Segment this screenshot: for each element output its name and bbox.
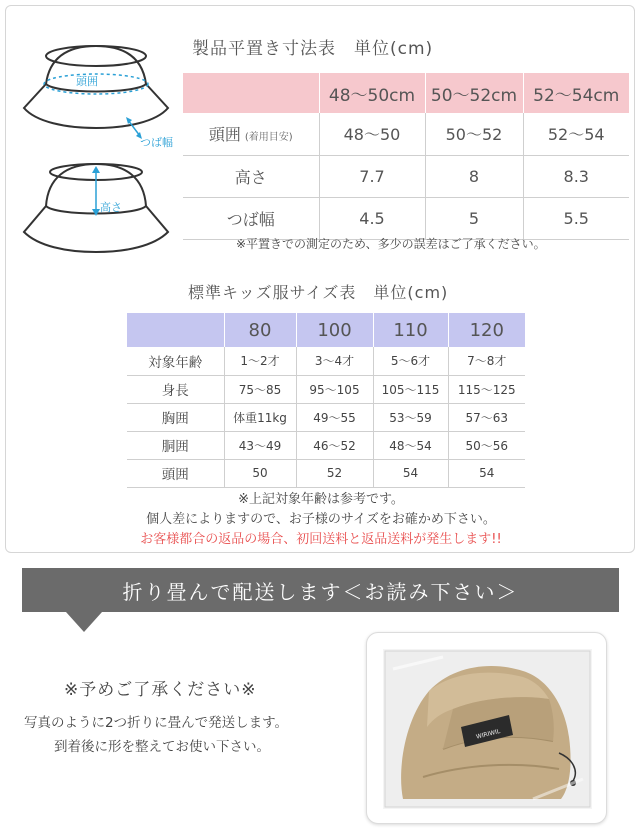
kids-table-col: 120: [448, 313, 525, 347]
size-chart-title: 製品平置き寸法表 単位(cm): [192, 39, 434, 59]
hat-diagram: [16, 36, 176, 266]
notice-body: [24, 711, 288, 759]
notice-line-2: 到着後に形を整えてお使い下さい。: [54, 739, 270, 755]
return-shipping-warning: お客様都合の返品の場合、初回送料と返品送料が発生します!!: [140, 532, 502, 547]
kids-table-col: 100: [296, 313, 373, 347]
size-chart-row: [183, 197, 629, 239]
shipping-banner: [22, 568, 619, 612]
hat-head-diagram: [24, 46, 168, 139]
size-chart-note: ※平置きでの測定のため、多少の誤差はご了承ください。: [236, 237, 546, 251]
kids-table-cell: 46〜52: [296, 431, 373, 459]
size-chart-cell: 5.5: [523, 197, 629, 239]
kids-table-row-label: 胸囲: [127, 403, 224, 431]
kids-table-cell: 57〜63: [448, 403, 525, 431]
kids-table-row-label: 対象年齢: [127, 347, 224, 375]
kids-table-header-row: [127, 313, 525, 347]
diagram-label-head: 頭囲: [76, 75, 98, 88]
diagram-label-brim: つば幅: [140, 136, 173, 149]
size-chart-col: 52〜54cm: [523, 73, 629, 113]
size-chart-row-label: つば幅: [183, 197, 319, 239]
kids-table-row-label: 身長: [127, 375, 224, 403]
banner-pointer: [66, 612, 102, 632]
hat-tag-text: WIRIWIL: [475, 727, 502, 741]
kids-table-cell: 7〜8才: [448, 347, 525, 375]
kids-table-row-label: 胴囲: [127, 431, 224, 459]
kids-chart-title: 標準キッズ服サイズ表 単位(cm): [188, 283, 449, 302]
hat-illustration: [16, 36, 176, 266]
kids-table-cell: 体重11kg: [224, 403, 296, 431]
size-chart-cell: 48〜50: [319, 113, 425, 155]
kids-note-individual: 個人差によりますので、お子様のサイズをお確かめ下さい。: [146, 512, 496, 527]
kids-table-corner: [127, 313, 224, 347]
size-chart-cell: 52〜54: [523, 113, 629, 155]
kids-table-cell: 50〜56: [448, 431, 525, 459]
kids-table-cell: 95〜105: [296, 375, 373, 403]
size-chart-cell: 7.7: [319, 155, 425, 197]
kids-table-cell: 115〜125: [448, 375, 525, 403]
kids-table-row-label: 頭囲: [127, 459, 224, 487]
size-info-card: [5, 5, 635, 553]
kids-table-cell: 48〜54: [373, 431, 448, 459]
kids-table-cell: 49〜55: [296, 403, 373, 431]
size-chart-cell: 5: [425, 197, 523, 239]
diagram-label-height: 高さ: [100, 201, 122, 214]
shipping-banner-text: 折り畳んで配送します＜お読み下さい＞: [122, 579, 519, 604]
kids-table-cell: 53〜59: [373, 403, 448, 431]
folded-hat-photo: [366, 632, 607, 824]
kids-note-age: ※上記対象年齢は参考です。: [238, 492, 404, 507]
size-chart-corner: [183, 73, 319, 113]
notice-heading: ※予めご了承ください※: [64, 680, 257, 700]
kids-table-cell: 52: [296, 459, 373, 487]
size-chart-header-row: [183, 73, 629, 113]
kids-table-row: [127, 403, 525, 431]
size-chart-row: [183, 113, 629, 155]
notice-line-1: 写真のように2つ折りに畳んで発送します。: [24, 715, 289, 731]
kids-table-col: 80: [224, 313, 296, 347]
kids-table-row: [127, 459, 525, 487]
size-chart-row-sublabel: (着用目安): [244, 132, 293, 144]
kids-table-cell: 43〜49: [224, 431, 296, 459]
size-chart-col: 50〜52cm: [425, 73, 523, 113]
kids-table-col: 110: [373, 313, 448, 347]
kids-table-row: [127, 375, 525, 403]
size-chart-table: [183, 73, 629, 240]
size-chart-row-label: 高さ: [183, 155, 319, 197]
kids-table-cell: 54: [373, 459, 448, 487]
kids-table-cell: 50: [224, 459, 296, 487]
kids-table-cell: 5〜6才: [373, 347, 448, 375]
kids-table-cell: 105〜115: [373, 375, 448, 403]
kids-table-cell: 54: [448, 459, 525, 487]
size-chart-cell: 8: [425, 155, 523, 197]
size-chart-row-label: 頭囲 (着用目安): [183, 113, 319, 155]
size-chart-col: 48〜50cm: [319, 73, 425, 113]
kids-table-cell: 1〜2才: [224, 347, 296, 375]
size-chart-cell: 50〜52: [425, 113, 523, 155]
kids-table-cell: 75〜85: [224, 375, 296, 403]
size-chart-row: [183, 155, 629, 197]
kids-size-table: [127, 313, 525, 488]
folded-hat-image: [383, 649, 592, 809]
kids-table-row: [127, 431, 525, 459]
size-chart-cell: 4.5: [319, 197, 425, 239]
kids-table-row: [127, 347, 525, 375]
hat-height-diagram: [24, 164, 168, 252]
kids-table-cell: 3〜4才: [296, 347, 373, 375]
size-chart-cell: 8.3: [523, 155, 629, 197]
